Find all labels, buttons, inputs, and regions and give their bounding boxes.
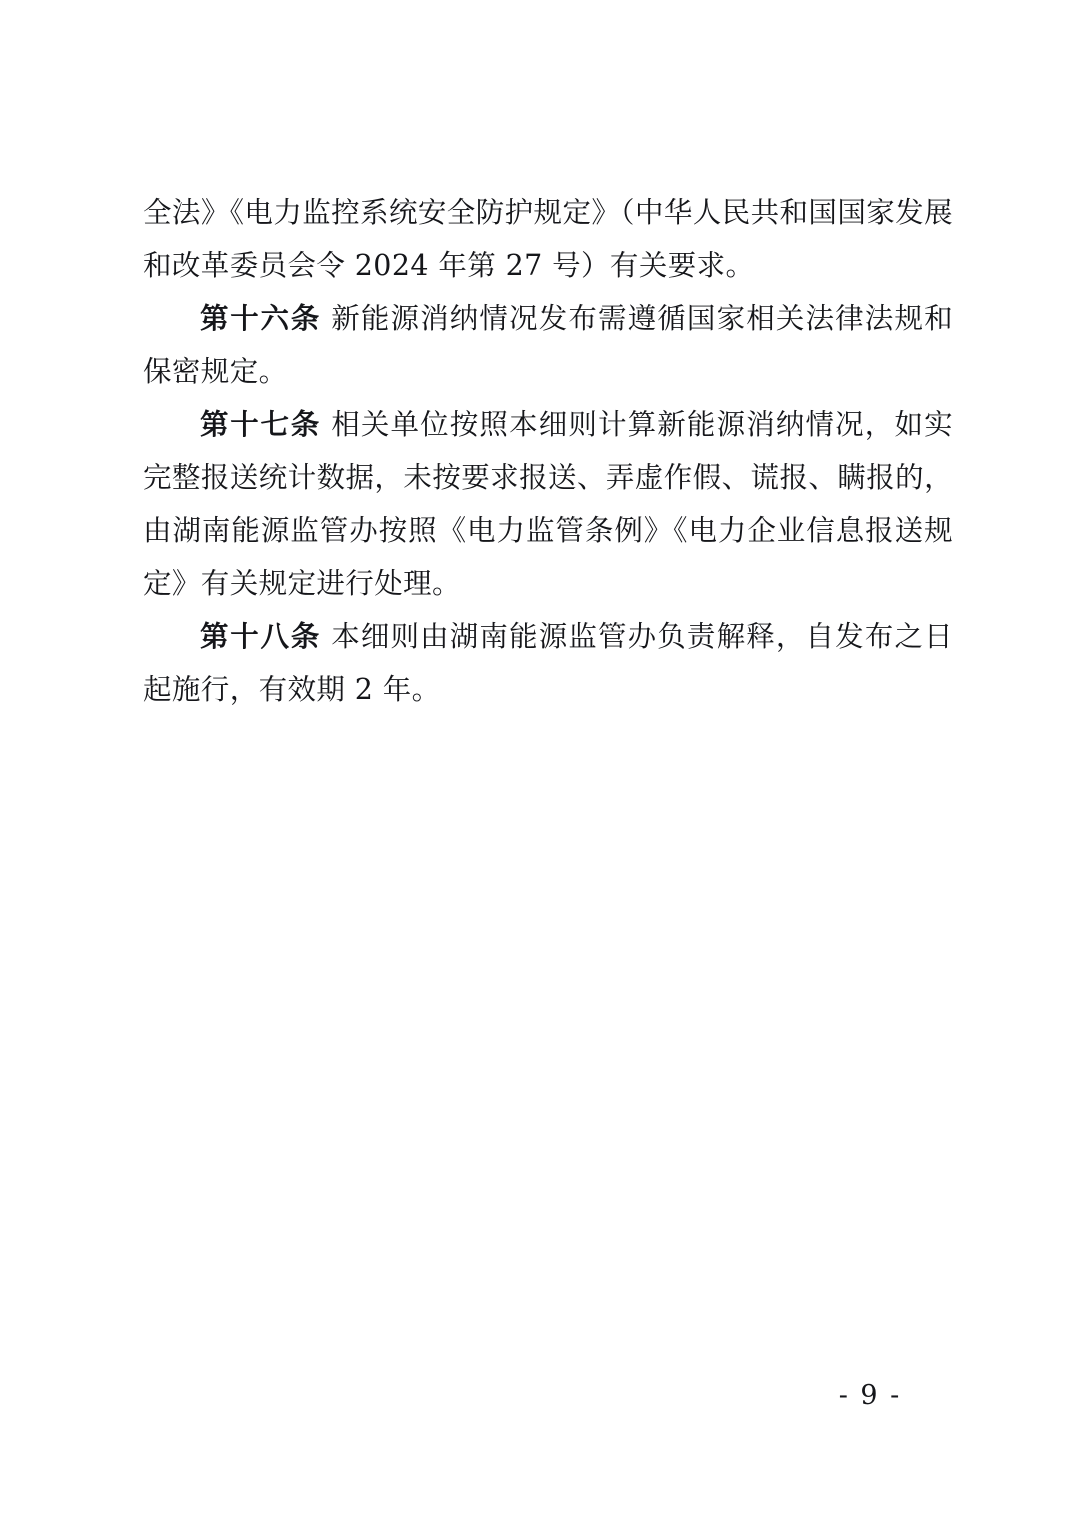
paragraph-text: 新能源消纳情况发布需遵循国家相关法律法规和保密规定。 [143, 302, 953, 388]
paragraph-continuation [143, 186, 953, 292]
paragraph-text: 本细则由湖南能源监管办负责解释，自发布之日起施行，有效期 2 年。 [143, 620, 953, 706]
page-footer [0, 1380, 1080, 1411]
article-label: 第十七条 [200, 407, 321, 441]
article-label: 第十八条 [200, 619, 321, 653]
article-label: 第十六条 [200, 301, 321, 335]
paragraph-text: 相关单位按照本细则计算新能源消纳情况，如实完整报送统计数据，未按要求报送、弄虚作假、谎报、瞒报的，由湖南能源监管办按照《电力监管条例》《电力企业信息报送规定》有关规定进行处理。 [143, 408, 953, 600]
paragraph-text: 全法》《电力监控系统安全防护规定》（中华人民共和国国家发展和改革委员会令 2024 年第 27 号）有关要求。 [143, 196, 953, 282]
paragraph-article-18 [143, 610, 953, 716]
paragraph-article-16 [143, 292, 953, 398]
document-body [143, 186, 953, 716]
paragraph-article-17 [143, 398, 953, 610]
page-number: - 9 - [838, 1380, 902, 1411]
